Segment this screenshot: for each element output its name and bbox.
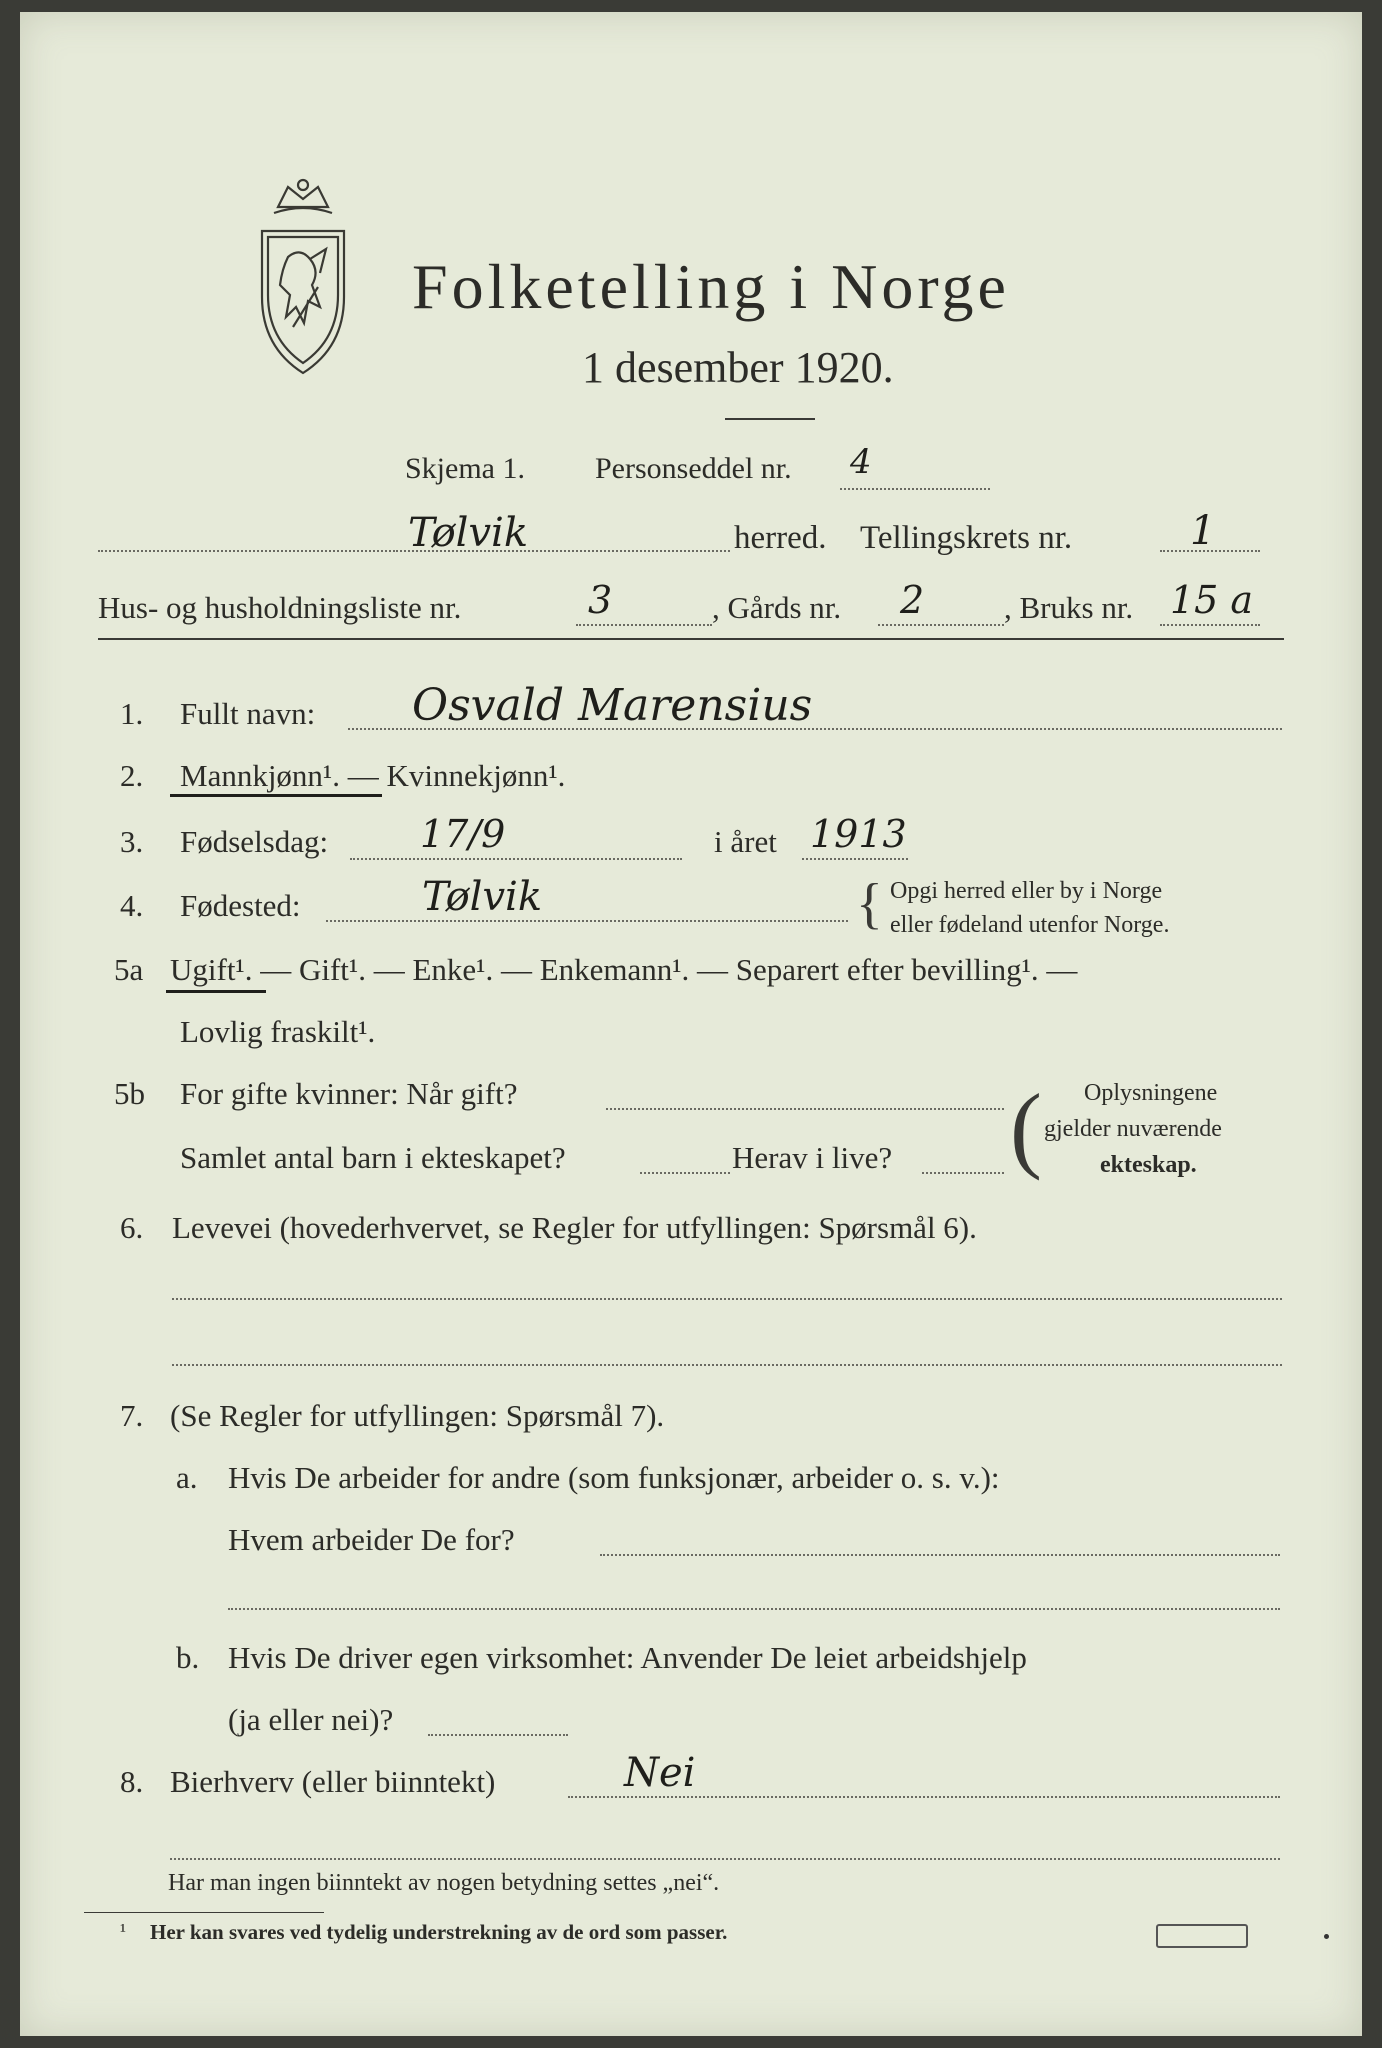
herred-line	[400, 550, 730, 552]
personseddel-value: 4	[850, 442, 872, 482]
q6-number: 6.	[120, 1210, 144, 1245]
personseddel-line	[840, 488, 990, 490]
herred-label: herred.	[734, 520, 827, 556]
q4-note-brace: {	[856, 873, 883, 935]
q6-line1	[172, 1298, 1282, 1300]
q8-number: 8.	[120, 1764, 144, 1799]
q4-note-line2: eller fødeland utenfor Norge.	[890, 912, 1170, 938]
form-title: Folketelling i Norge	[412, 251, 1010, 322]
side-income-value: Nei	[624, 1750, 696, 1796]
q5a-label: Ugift¹. — Gift¹. — Enke¹. — Enkemann¹. — Separert efter bevilling¹. —	[170, 952, 1078, 987]
birth-year-value: 1913	[810, 812, 907, 856]
q8-note: Har man ingen biinntekt av nogen betydning settes „nei“.	[168, 1870, 720, 1896]
q5b-note-line1: Oplysningene	[1084, 1080, 1218, 1106]
q7a-label2: Hvem arbeider De for?	[228, 1522, 515, 1557]
q7a-number: a.	[176, 1460, 198, 1495]
q3-label: Fødselsdag:	[180, 824, 329, 859]
q3-year-line	[802, 858, 908, 860]
q4-line	[326, 920, 848, 922]
title-divider	[725, 418, 815, 420]
q5b-children-line	[640, 1172, 730, 1174]
q5a-number: 5a	[114, 952, 144, 987]
q7b-label2: (ja eller nei)?	[228, 1702, 394, 1737]
gards-line	[878, 624, 1004, 626]
q7b-number: b.	[176, 1640, 200, 1675]
q3-year-label: i året	[714, 824, 777, 859]
q1-number: 1.	[120, 696, 144, 731]
q4-label: Fødested:	[180, 888, 301, 923]
q8-line	[568, 1796, 1280, 1798]
birthdate-value: 17/9	[420, 812, 506, 856]
q7b-line	[428, 1734, 568, 1736]
q8-line2	[170, 1858, 1280, 1860]
bruks-line	[1160, 624, 1260, 626]
q5b-label: For gifte kvinner: Når gift?	[180, 1076, 518, 1111]
tellingskrets-line	[1160, 550, 1260, 552]
printer-stamp	[1156, 1924, 1248, 1948]
q8-label: Bierhverv (eller biinntekt)	[170, 1764, 496, 1799]
form-date: 1 desember 1920.	[582, 343, 894, 392]
footnote-mark: ¹	[120, 1920, 126, 1942]
q5b-number: 5b	[114, 1076, 145, 1111]
footnote-rule	[84, 1912, 324, 1913]
q2-label: Mannkjønn¹. — Kvinnekjønn¹.	[180, 758, 566, 793]
dot-mark	[1324, 1934, 1329, 1939]
q2-number: 2.	[120, 758, 144, 793]
q3-number: 3.	[120, 824, 144, 859]
q5b-note-line2: gjelder nuværende	[1044, 1116, 1222, 1142]
q3-line	[350, 858, 682, 860]
tellingskrets-label: Tellingskrets nr.	[860, 520, 1073, 556]
q5b-alive-line	[922, 1172, 1004, 1174]
tellingskrets-value: 1	[1190, 508, 1216, 554]
q5b-label2: Samlet antal barn i ekteskapet?	[180, 1140, 566, 1175]
q1-line	[348, 728, 1282, 730]
q5b-label3: Herav i live?	[732, 1140, 893, 1175]
q7a-line	[600, 1554, 1280, 1556]
full-name-value: Osvald Marensius	[412, 680, 813, 731]
husholdning-line	[576, 624, 712, 626]
husholdning-value: 3	[588, 578, 613, 622]
q6-label: Levevei (hovederhvervet, se Regler for utfyllingen: Spørsmål 6).	[172, 1210, 977, 1245]
herred-line-left	[98, 550, 398, 552]
skjema-label: Skjema 1.	[405, 452, 525, 485]
census-form	[20, 12, 1362, 2036]
gards-value: 2	[900, 578, 925, 622]
q1-label: Fullt navn:	[180, 696, 316, 731]
personseddel-label: Personseddel nr.	[595, 452, 792, 485]
q5a-label2: Lovlig fraskilt¹.	[180, 1014, 376, 1049]
q7-number: 7.	[120, 1398, 144, 1433]
gards-label: , Gårds nr.	[712, 590, 842, 625]
ugift-underline	[166, 990, 266, 993]
birthplace-value: Tølvik	[422, 874, 543, 920]
husholdning-label: Hus- og husholdningsliste nr.	[98, 590, 462, 625]
bruks-value: 15 a	[1170, 578, 1254, 622]
q7a-line2	[228, 1608, 1280, 1610]
q4-number: 4.	[120, 888, 144, 923]
mannkjonn-underline	[170, 794, 382, 797]
q5b-married-line	[606, 1108, 1004, 1110]
q5b-note-line3: ekteskap.	[1100, 1152, 1197, 1178]
q6-line2	[172, 1364, 1282, 1366]
header-rule	[98, 638, 1284, 640]
q7a-label: Hvis De arbeider for andre (som funksjonær, arbeider o. s. v.):	[228, 1460, 1000, 1495]
footnote-text: Her kan svares ved tydelig understrekning av de ord som passer.	[150, 1920, 728, 1944]
q7b-label: Hvis De driver egen virksomhet: Anvender De leiet arbeidshjelp	[228, 1640, 1027, 1675]
q7-label: (Se Regler for utfyllingen: Spørsmål 7).	[170, 1398, 665, 1433]
coat-of-arms-emblem	[248, 177, 358, 377]
q5b-note-brace: (	[1010, 1074, 1042, 1181]
bruks-label: , Bruks nr.	[1004, 590, 1134, 625]
q4-note-line1: Opgi herred eller by i Norge	[890, 878, 1163, 904]
herred-value: Tølvik	[408, 510, 529, 556]
